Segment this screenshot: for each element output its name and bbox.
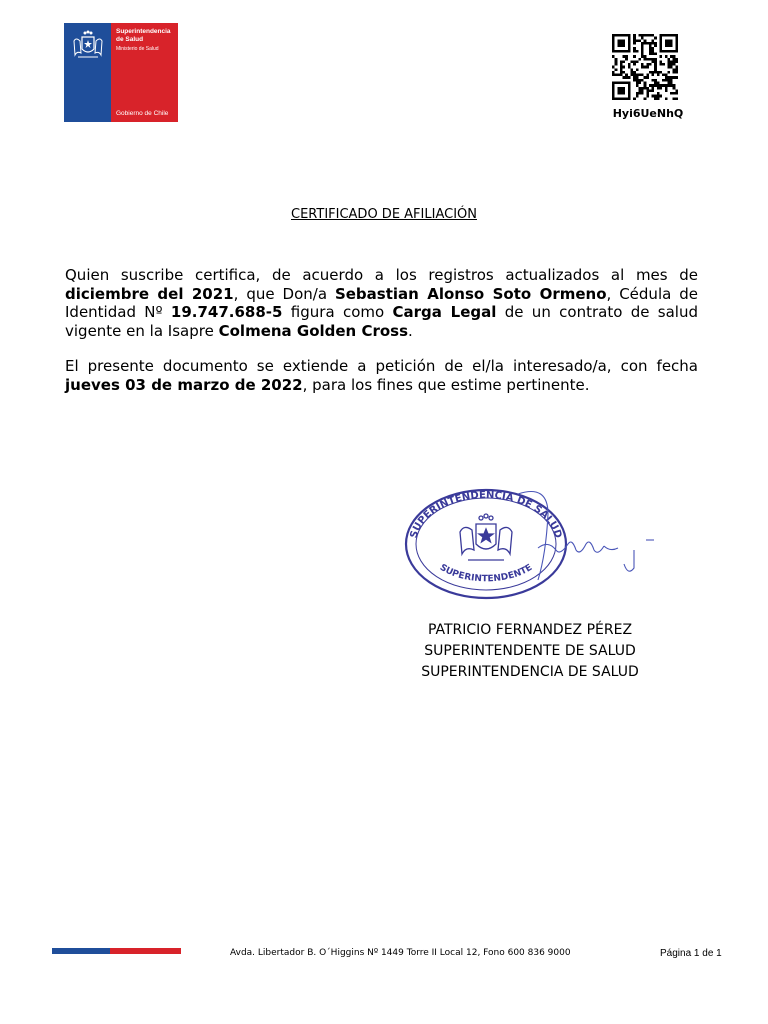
logo-government: Gobierno de Chile (116, 110, 169, 117)
isapre-name: Colmena Golden Cross (218, 321, 409, 340)
logo-org-line2: de Salud (116, 36, 144, 43)
p1-text-3: , Cédula de Identidad Nº (65, 284, 698, 321)
certification-paragraph (65, 266, 698, 340)
identity-number: 19.747.688-5 (170, 303, 283, 321)
stamp-bottom-text: SUPERINTENDENTE (437, 562, 535, 585)
footer-blue-bar (52, 948, 110, 954)
coat-of-arms-icon (68, 27, 108, 63)
document-title: CERTIFICADO DE AFILIACIÓN (291, 207, 477, 222)
signatory-position: SUPERINTENDENTE DE SALUD (424, 643, 636, 659)
p1-text-6: . (408, 321, 413, 340)
logo-blue-panel (64, 23, 111, 122)
issuance-paragraph (65, 357, 698, 394)
p2-text-1: El presente documento se extiende a petición de el/la interesado/a, con fecha (65, 357, 698, 375)
certification-month: diciembre del 2021 (65, 284, 234, 303)
logo-org-line1: Superintendencia (116, 28, 171, 35)
p1-text-4: figura como (282, 303, 393, 321)
footer-red-bar (110, 948, 181, 954)
superintendencia-logo (64, 23, 178, 122)
footer-color-bar (52, 948, 181, 954)
verification-code: Hyi6UeNhQ (612, 107, 684, 120)
logo-org-name (116, 28, 171, 44)
signature-block (380, 620, 680, 683)
affiliation-role: Carga Legal (392, 303, 497, 321)
signatory-name: PATRICIO FERNANDEZ PÉREZ (427, 622, 633, 638)
official-stamp (398, 484, 666, 604)
affiliate-name: Sebastian Alonso Soto Ormeno (334, 284, 607, 303)
stamp-top-text: SUPERINTENDENCIA DE SALUD (408, 489, 564, 540)
p1-text-5: de un contrato de salud vigente en la Isapre (65, 303, 698, 340)
issue-date: jueves 03 de marzo de 2022 (65, 375, 303, 394)
qr-code-icon (612, 34, 678, 100)
logo-ministry: Ministerio de Salud (116, 46, 159, 52)
signatory-institution: SUPERINTENDENCIA DE SALUD (421, 664, 639, 680)
p2-text-2: , para los fines que estime pertinente. (302, 375, 590, 394)
stamp-crest-icon (460, 514, 512, 560)
footer-address: Avda. Libertador B. O´Higgins Nº 1449 Torre II Local 12, Fono 600 836 9000 (230, 948, 571, 958)
page-number: Página 1 de 1 (660, 948, 722, 959)
p1-text-1: Quien suscribe certifica, de acuerdo a los registros actualizados al mes de (65, 266, 698, 284)
p1-text-2: , que Don/a (233, 284, 335, 303)
